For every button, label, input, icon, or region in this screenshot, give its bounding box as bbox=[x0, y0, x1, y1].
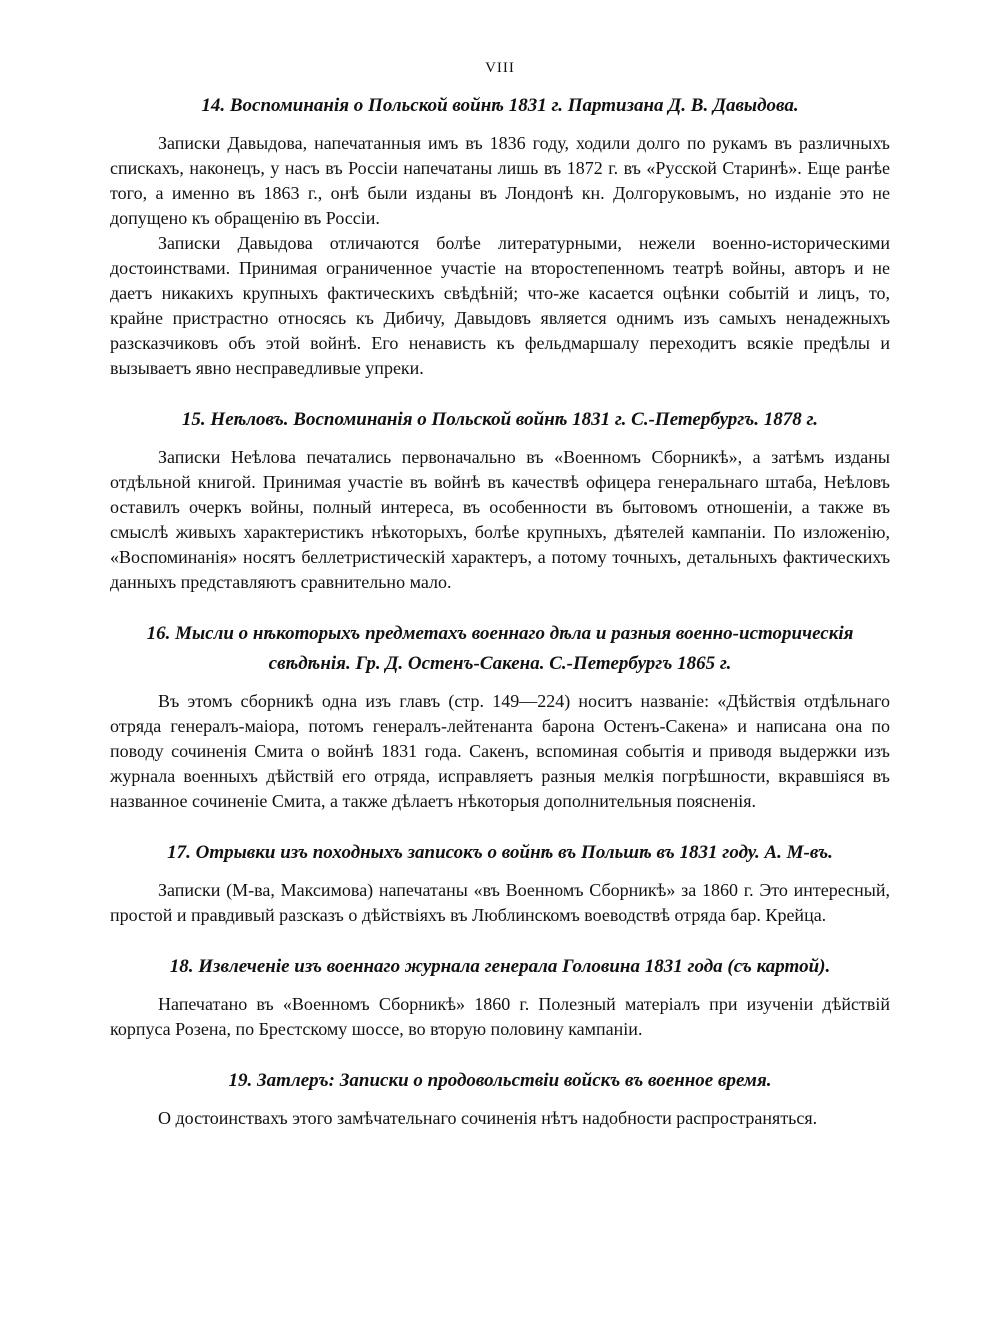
entry-title: 19. Затлеръ: Записки о продовольствіи войскъ въ военное время. bbox=[228, 1070, 772, 1091]
entry-paragraph: Записки Давыдова, напечатанныя имъ въ 1836 году, ходили долго по рукамъ въ различныхъ спискахъ, наконецъ, у насъ въ Россіи напечатаны лишь въ 1872 г. въ «Русской Старинѣ». Еще ранѣе того, а именно въ 1863 г., онѣ были изданы въ Лондонѣ кн. Долгоруковымъ, но изданіе это не допущено къ обращенію въ Россіи. bbox=[110, 133, 890, 228]
entry-title: 17. Отрывки изъ походныхъ записокъ о войнѣ въ Польшѣ въ 1831 году. А. М-въ. bbox=[167, 842, 833, 863]
bibliography-entry-16 bbox=[110, 619, 890, 814]
entry-body bbox=[110, 689, 890, 814]
entry-paragraph: Записки (М-ва, Максимова) напечатаны «въ Военномъ Сборникѣ» за 1860 г. Это интересный, простой и правдивый разсказъ о дѣйствіяхъ въ Люблинскомъ воеводствѣ отряда бар. Крейца. bbox=[110, 880, 890, 925]
entry-paragraph: Записки Неѣлова печатались первоначально въ «Военномъ Сборникѣ», а затѣмъ изданы отдѣльной книгой. Принимая участіе въ войнѣ въ качествѣ офицера генеральнаго штаба, Неѣловъ оставилъ очеркъ войны, полный интереса, въ особенности въ бытовомъ отношеніи, а также въ смыслѣ живыхъ характеристикъ нѣкоторыхъ, болѣе крупныхъ, дѣятелей кампаніи. По изложенію, «Воспоминанія» носятъ беллетристическій характеръ, а потому точныхъ, детальныхъ фактическихъ данныхъ представляютъ сравнительно мало. bbox=[110, 447, 890, 592]
entry-title: 16. Мысли о нѣкоторыхъ предметахъ военнаго дѣла и разныя военно-историческія свѣдѣнія. Гр. Д. Остенъ-Сакена. С.-Петербургъ 1865 г. bbox=[146, 623, 854, 674]
entry-body bbox=[110, 445, 890, 595]
entry-title: 14. Воспоминанія о Польской войнѣ 1831 г. Партизана Д. В. Давыдова. bbox=[201, 95, 799, 116]
bibliography-entry-15 bbox=[110, 405, 890, 595]
entry-title: 15. Неѣловъ. Воспоминанія о Польской войнѣ 1831 г. С.-Петербургъ. 1878 г. bbox=[181, 409, 819, 430]
entry-body bbox=[110, 992, 890, 1042]
page-number: VIII bbox=[485, 60, 515, 76]
bibliography-entry-19 bbox=[110, 1066, 890, 1131]
entry-paragraph: Записки Давыдова отличаются болѣе литературными, нежели военно-историческими достоинствами. Принимая ограниченное участіе на второстепенномъ театрѣ войны, авторъ и не даетъ никакихъ крупныхъ фактическихъ свѣдѣній; что-же касается оцѣнки событій и лицъ, то, крайне пристрастно относясь къ Дибичу, Давыдовъ является однимъ изъ самыхъ ненадежныхъ разсказчиковъ объ этой войнѣ. Его ненависть къ фельдмаршалу переходитъ всякіе предѣлы и вызываетъ явно несправедливые упреки. bbox=[110, 233, 890, 378]
bibliography-entry-17 bbox=[110, 838, 890, 928]
document-page bbox=[110, 60, 890, 1155]
entry-body bbox=[110, 878, 890, 928]
entry-paragraph: Напечатано въ «Военномъ Сборникѣ» 1860 г. Полезный матеріалъ при изученіи дѣйствій корпуса Розена, по Брестскому шоссе, во вторую половину кампаніи. bbox=[110, 994, 890, 1039]
entry-title: 18. Извлеченіе изъ военнаго журнала генерала Головина 1831 года (съ картой). bbox=[169, 956, 831, 977]
bibliography-entry-14 bbox=[110, 91, 890, 381]
entry-paragraph: О достоинствахъ этого замѣчательнаго сочиненія нѣтъ надобности распространяться. bbox=[158, 1108, 818, 1128]
entry-body bbox=[110, 131, 890, 381]
entry-body bbox=[110, 1106, 890, 1131]
entry-paragraph: Въ этомъ сборникѣ одна изъ главъ (стр. 149—224) носитъ названіе: «Дѣйствія отдѣльнаго отряда генералъ-маіора, потомъ генералъ-лейтенанта барона Остенъ-Сакена» и написана она по поводу сочиненія Смита о войнѣ 1831 года. Сакенъ, вспоминая событія и приводя выдержки изъ журнала военныхъ дѣйствій его отряда, исправляетъ разныя мелкія погрѣшности, вкравшіяся въ названное сочиненіе Смита, а также дѣлаетъ нѣкоторыя дополнительныя поясненія. bbox=[110, 691, 890, 811]
bibliography-entry-18 bbox=[110, 952, 890, 1042]
